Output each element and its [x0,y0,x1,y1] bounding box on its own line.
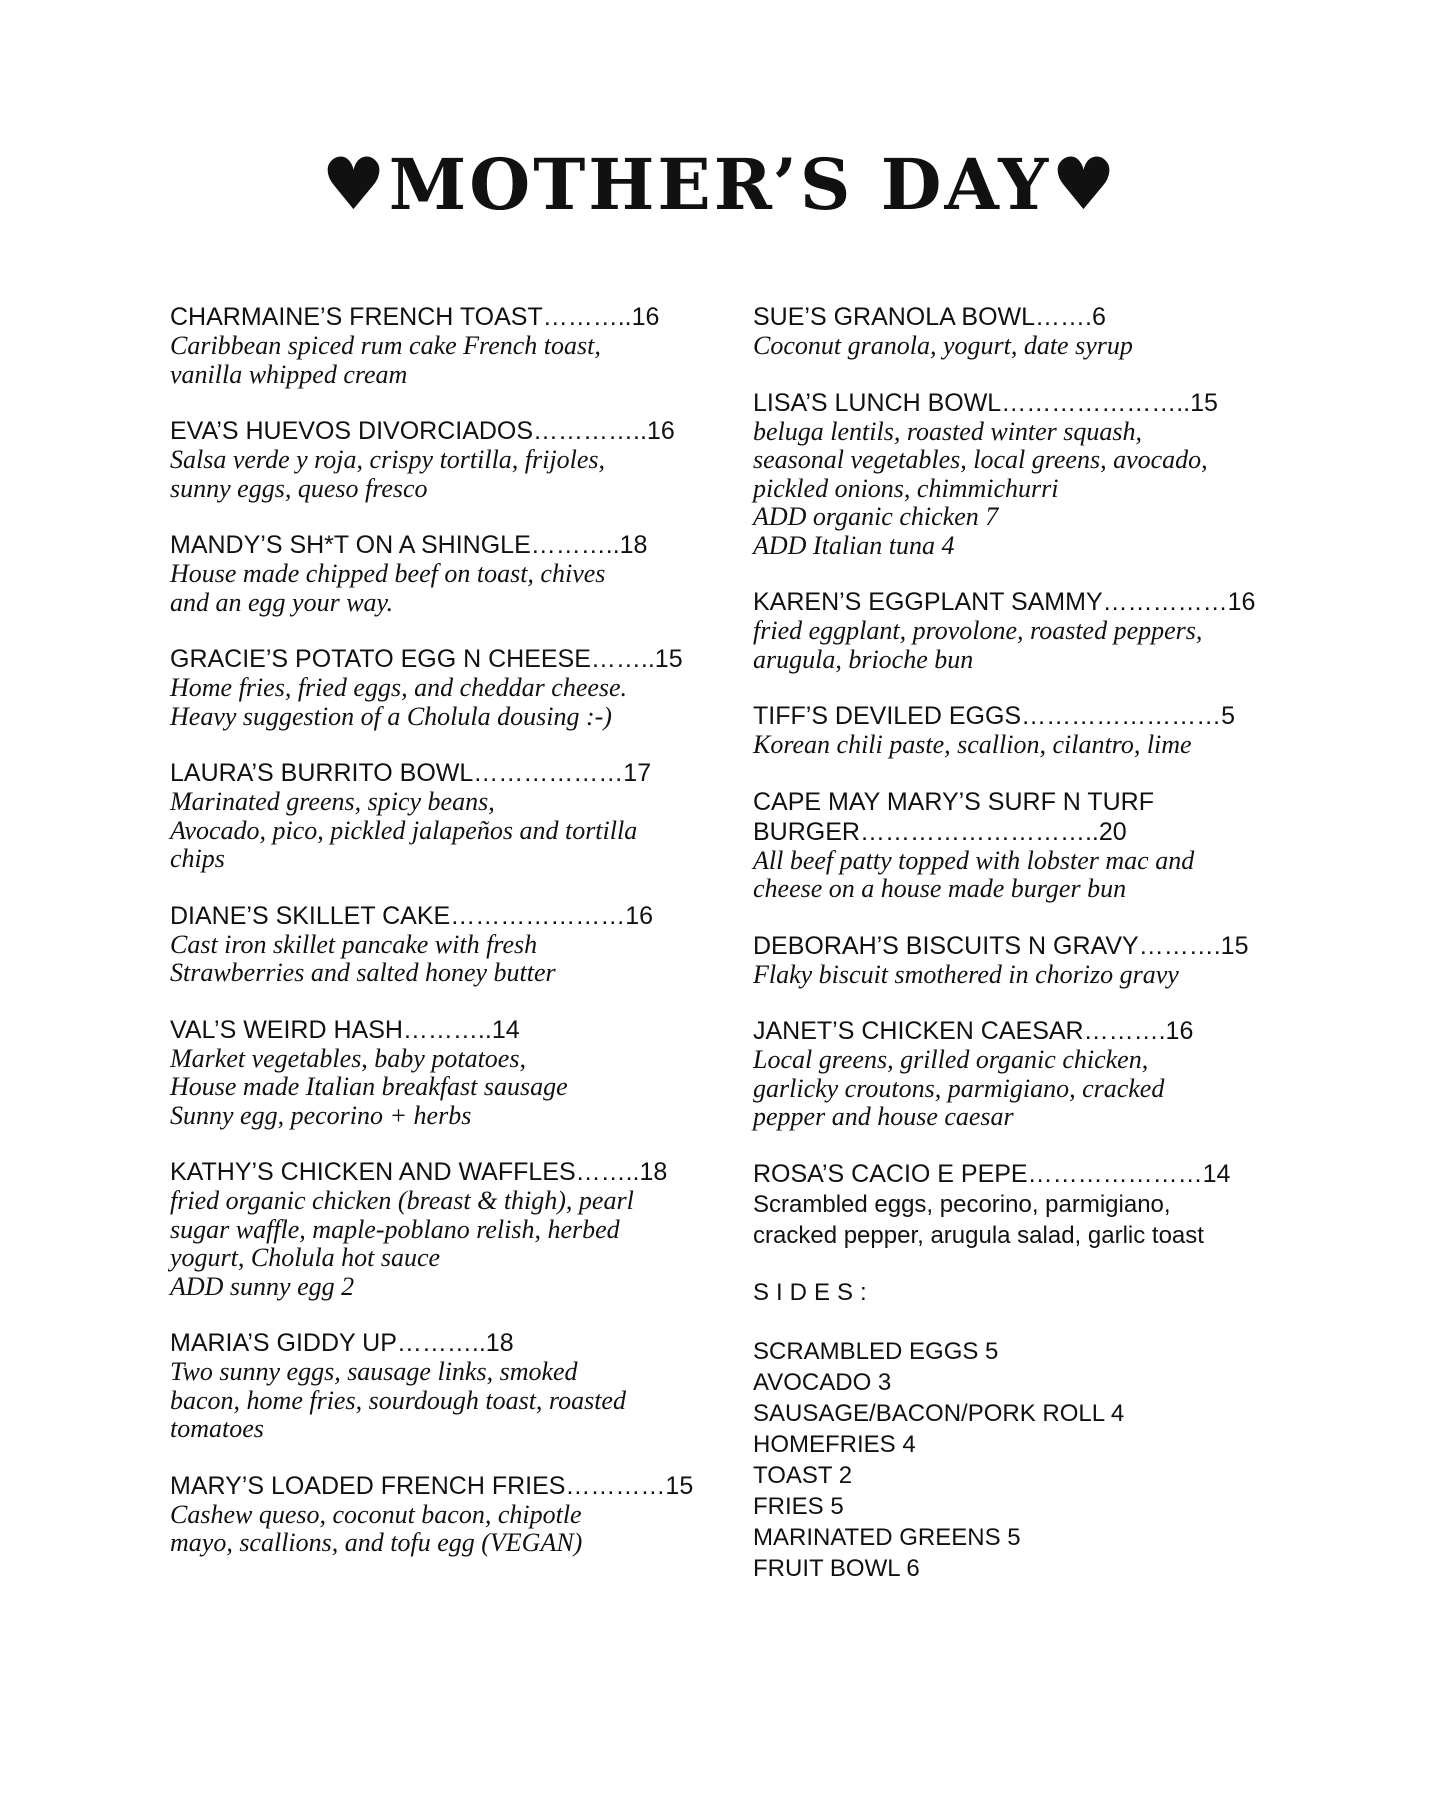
menu-item-description: Marinated greens, spicy beans, Avocado, pico, pickled jalapeños and tortilla chips [170,787,638,873]
menu-item-description: Market vegetables, baby potatoes, House made Italian breakfast sausage Sunny egg, pecorino + herbs [170,1043,568,1130]
menu-item-name: TIFF’S DEVILED EGGS……………………5 [753,702,1236,730]
menu-item-description: Flaky biscuit smothered in chorizo gravy [753,959,1179,989]
menu-item-description: Cast iron skillet pancake with fresh Strawberries and salted honey butter [170,929,556,987]
menu-item-description: Caribbean spiced rum cake French toast, vanilla whipped cream [170,331,601,389]
side-item: MARINATED GREENS 5 [753,1523,1021,1551]
menu-item-description: fried organic chicken (breast & thigh), pearl sugar waffle, maple-poblano relish, herbed yogurt, Cholula hot sauce ADD sunny egg 2 [170,1186,634,1301]
menu-item [753,388,1313,561]
sides-heading: SIDES: [753,1278,874,1306]
menu-item-name: KATHY’S CHICKEN AND WAFFLES……..18 [170,1158,668,1186]
side-item: SCRAMBLED EGGS 5 [753,1337,999,1365]
menu-item [170,1015,730,1131]
menu-item [170,758,730,874]
menu-item-description: Two sunny eggs, sausage links, smoked bacon, home fries, sourdough toast, roasted tomatoes [170,1357,626,1443]
heart-left-icon: ♥ [321,141,389,226]
menu-item-name: DIANE’S SKILLET CAKE…………………16 [170,901,654,930]
sides-list [753,1336,1313,1584]
menu-item-description: Home fries, fried eggs, and cheddar cheese. Heavy suggestion of a Cholula dousing :-) [170,673,628,731]
menu-item-name: LISA’S LUNCH BOWL…………………..15 [753,388,1218,417]
menu-title [0,141,1440,226]
menu-item [753,787,1313,904]
menu-item [170,1471,730,1558]
menu-item-name: EVA’S HUEVOS DIVORCIADOS…………..16 [170,417,675,445]
menu-item [753,587,1313,674]
menu-item-description: Cashew queso, coconut bacon, chipotle mayo, scallions, and tofu egg (VEGAN) [170,1499,583,1557]
menu-item-name: MANDY’S SH*T ON A SHINGLE………..18 [170,531,648,559]
menu-item-name: CAPE MAY MARY’S SURF N TURF BURGER………………………..20 [753,787,1154,846]
menu-item-description: House made chipped beef on toast, chives and an egg your way. [170,559,606,617]
menu-item [170,901,730,988]
menu-item-description: Korean chili paste, scallion, cilantro, lime [753,730,1192,759]
menu-item-name: MARIA’S GIDDY UP………..18 [170,1329,514,1357]
menu-item [170,416,730,503]
side-item: FRUIT BOWL 6 [753,1554,920,1582]
menu-item-name: CHARMAINE’S FRENCH TOAST………..16 [170,303,660,331]
menu-item-name: SUE’S GRANOLA BOWL…….6 [753,303,1106,331]
right-menu-column [753,302,1313,1584]
menu-item-description: Scrambled eggs, pecorino, parmigiano, cracked pepper, arugula salad, garlic toast [753,1190,1204,1249]
side-item: TOAST 2 [753,1461,853,1489]
heart-right-icon: ♥ [1051,141,1119,226]
menu-item [170,644,730,731]
menu-item [753,931,1313,990]
menu-item-description: fried eggplant, provolone, roasted peppers, arugula, brioche bun [753,616,1203,674]
menu-item [753,1159,1313,1251]
menu-item-name: MARY’S LOADED FRENCH FRIES…………15 [170,1471,694,1500]
side-item: FRIES 5 [753,1492,844,1520]
menu-item-description: All beef patty topped with lobster mac and cheese on a house made burger bun [753,845,1195,903]
menu-item [170,530,730,617]
menu-item-name: GRACIE’S POTATO EGG N CHEESE……..15 [170,645,683,673]
menu-item [170,1157,730,1301]
menu-item [753,1016,1313,1132]
menu-item-name: VAL’S WEIRD HASH………..14 [170,1015,520,1044]
menu-item [170,1328,730,1444]
menu-item-name: DEBORAH’S BISCUITS N GRAVY……….15 [753,931,1249,960]
menu-item [753,302,1313,361]
menu-item-description: Local greens, grilled organic chicken, garlicky croutons, parmigiano, cracked pepper and house caesar [753,1045,1165,1131]
menu-item [170,302,730,389]
menu-item-description: Salsa verde y roja, crispy tortilla, frijoles, sunny eggs, queso fresco [170,445,605,503]
side-item: SAUSAGE/BACON/PORK ROLL 4 [753,1399,1125,1427]
menu-item-description: beluga lentils, roasted winter squash, seasonal vegetables, local greens, avocado, pickled onions, chimmichurri ADD organic chicken 7 ADD Italian tuna 4 [753,416,1208,560]
menu-item-name: ROSA’S CACIO E PEPE…………………14 [753,1159,1231,1188]
side-item: AVOCADO 3 [753,1368,892,1396]
menu-item [753,701,1313,760]
side-item: HOMEFRIES 4 [753,1430,916,1458]
menu-item-description: Coconut granola, yogurt, date syrup [753,331,1133,360]
menu-item-name: JANET’S CHICKEN CAESAR……….16 [753,1017,1194,1045]
menu-item-name: LAURA’S BURRITO BOWL………………17 [170,759,652,787]
menu-title-text: MOTHER’S DAY [388,143,1052,226]
left-menu-column [170,302,730,1585]
menu-item-name: KAREN’S EGGPLANT SAMMY……………16 [753,588,1256,616]
